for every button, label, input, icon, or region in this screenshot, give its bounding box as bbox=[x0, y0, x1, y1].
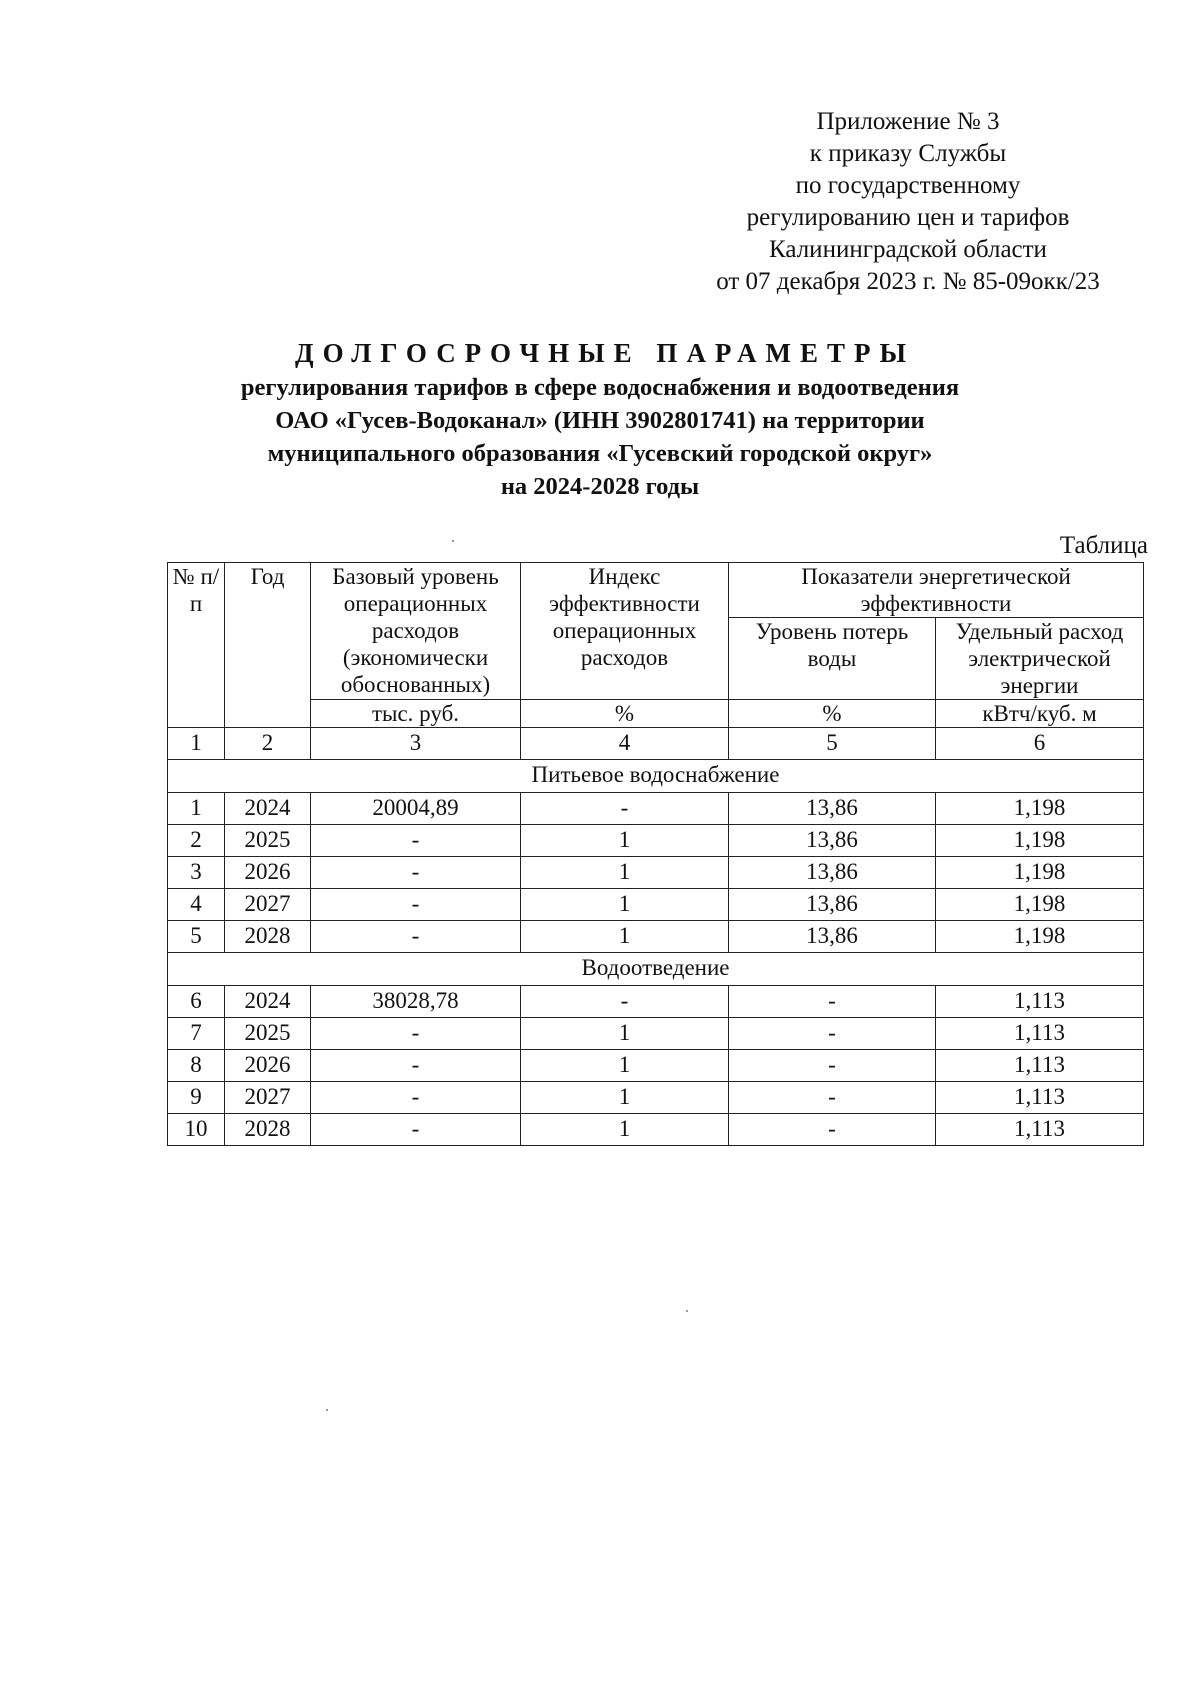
cell-loss: 13,86 bbox=[729, 793, 936, 825]
cell-index: - bbox=[521, 986, 729, 1018]
cell-base: - bbox=[311, 1050, 521, 1082]
appendix-line: Приложение № 3 bbox=[816, 108, 1000, 135]
column-number: 5 bbox=[729, 728, 936, 760]
cell-loss: - bbox=[729, 1050, 936, 1082]
cell-year: 2025 bbox=[225, 1018, 311, 1050]
cell-num: 4 bbox=[168, 889, 225, 921]
scan-speck bbox=[452, 540, 454, 542]
cell-index: 1 bbox=[521, 1018, 729, 1050]
cell-loss: - bbox=[729, 1082, 936, 1114]
header-specific-consumption: Удельный расход электрической энергии bbox=[936, 618, 1144, 700]
cell-base: - bbox=[311, 825, 521, 857]
cell-specific: 1,113 bbox=[936, 1050, 1144, 1082]
cell-base: 20004,89 bbox=[311, 793, 521, 825]
cell-base: 38028,78 bbox=[311, 986, 521, 1018]
table-row bbox=[168, 889, 1144, 921]
document-title bbox=[0, 335, 1200, 503]
cell-specific: 1,113 bbox=[936, 1114, 1144, 1146]
header-efficiency-index: Индекс эффективности операционных расходов bbox=[521, 563, 729, 700]
cell-index: - bbox=[521, 793, 729, 825]
scan-speck bbox=[686, 1310, 688, 1312]
scan-speck bbox=[326, 1409, 328, 1411]
cell-year: 2028 bbox=[225, 921, 311, 953]
table-row bbox=[168, 857, 1144, 889]
table-row bbox=[168, 793, 1144, 825]
appendix-reference bbox=[668, 106, 1148, 298]
cell-num: 9 bbox=[168, 1082, 225, 1114]
appendix-line: к приказу Службы bbox=[809, 140, 1007, 167]
cell-year: 2026 bbox=[225, 1050, 311, 1082]
header-water-loss: Уровень потерь воды bbox=[729, 618, 936, 700]
header-year: Год bbox=[225, 563, 311, 728]
cell-index: 1 bbox=[521, 1050, 729, 1082]
cell-num: 8 bbox=[168, 1050, 225, 1082]
cell-base: - bbox=[311, 1018, 521, 1050]
cell-year: 2025 bbox=[225, 825, 311, 857]
appendix-line: Калининградской области bbox=[769, 236, 1047, 263]
cell-num: 5 bbox=[168, 921, 225, 953]
cell-loss: 13,86 bbox=[729, 921, 936, 953]
cell-loss: 13,86 bbox=[729, 857, 936, 889]
cell-year: 2028 bbox=[225, 1114, 311, 1146]
cell-num: 2 bbox=[168, 825, 225, 857]
appendix-line: по государственному bbox=[795, 172, 1021, 199]
table-row bbox=[168, 1050, 1144, 1082]
cell-index: 1 bbox=[521, 1114, 729, 1146]
cell-year: 2024 bbox=[225, 986, 311, 1018]
unit-base: тыс. руб. bbox=[311, 700, 521, 728]
header-base-level: Базовый уровень операционных расходов (экономически обоснованных) bbox=[311, 563, 521, 700]
title-main: ДОЛГОСРОЧНЫЕ ПАРАМЕТРЫ bbox=[295, 338, 915, 368]
cell-specific: 1,198 bbox=[936, 793, 1144, 825]
table-row bbox=[168, 921, 1144, 953]
cell-year: 2027 bbox=[225, 1082, 311, 1114]
title-line: ОАО «Гусев-Водоканал» (ИНН 3902801741) на территории bbox=[275, 407, 925, 434]
cell-loss: 13,86 bbox=[729, 889, 936, 921]
cell-loss: - bbox=[729, 986, 936, 1018]
cell-loss: - bbox=[729, 1018, 936, 1050]
cell-index: 1 bbox=[521, 857, 729, 889]
cell-specific: 1,198 bbox=[936, 857, 1144, 889]
table-caption: Таблица bbox=[1059, 532, 1148, 559]
cell-num: 10 bbox=[168, 1114, 225, 1146]
column-number: 3 bbox=[311, 728, 521, 760]
cell-index: 1 bbox=[521, 921, 729, 953]
cell-base: - bbox=[311, 1114, 521, 1146]
cell-num: 7 bbox=[168, 1018, 225, 1050]
table-row bbox=[168, 1082, 1144, 1114]
column-number: 2 bbox=[225, 728, 311, 760]
cell-year: 2026 bbox=[225, 857, 311, 889]
cell-specific: 1,198 bbox=[936, 889, 1144, 921]
appendix-line: от 07 декабря 2023 г. № 85-09окк/23 bbox=[716, 268, 1100, 295]
cell-base: - bbox=[311, 921, 521, 953]
unit-index: % bbox=[521, 700, 729, 728]
cell-num: 1 bbox=[168, 793, 225, 825]
cell-base: - bbox=[311, 1082, 521, 1114]
cell-base: - bbox=[311, 857, 521, 889]
table-row bbox=[168, 825, 1144, 857]
column-numbers-row bbox=[168, 728, 1144, 760]
cell-index: 1 bbox=[521, 1082, 729, 1114]
appendix-line: регулированию цен и тарифов bbox=[746, 204, 1070, 231]
column-number: 1 bbox=[168, 728, 225, 760]
cell-year: 2024 bbox=[225, 793, 311, 825]
cell-specific: 1,113 bbox=[936, 1018, 1144, 1050]
table-row bbox=[168, 1114, 1144, 1146]
cell-specific: 1,113 bbox=[936, 986, 1144, 1018]
unit-specific: кВтч/куб. м bbox=[936, 700, 1144, 728]
cell-year: 2027 bbox=[225, 889, 311, 921]
table-row bbox=[168, 1018, 1144, 1050]
title-line: на 2024-2028 годы bbox=[500, 473, 700, 500]
title-line: регулирования тарифов в сфере водоснабжения и водоотведения bbox=[240, 374, 960, 401]
section-title-water-supply: Питьевое водоснабжение bbox=[168, 760, 1144, 793]
cell-specific: 1,113 bbox=[936, 1082, 1144, 1114]
cell-index: 1 bbox=[521, 825, 729, 857]
cell-loss: - bbox=[729, 1114, 936, 1146]
header-energy-group: Показатели энергетической эффективности bbox=[729, 563, 1144, 618]
section-row bbox=[168, 760, 1144, 793]
title-line: муниципального образования «Гусевский городской округ» bbox=[267, 440, 933, 467]
cell-num: 3 bbox=[168, 857, 225, 889]
header-num: № п/п bbox=[168, 563, 225, 728]
unit-loss: % bbox=[729, 700, 936, 728]
cell-base: - bbox=[311, 889, 521, 921]
cell-specific: 1,198 bbox=[936, 825, 1144, 857]
table-row bbox=[168, 986, 1144, 1018]
section-title-wastewater: Водоотведение bbox=[168, 953, 1144, 986]
cell-specific: 1,198 bbox=[936, 921, 1144, 953]
column-number: 4 bbox=[521, 728, 729, 760]
column-number: 6 bbox=[936, 728, 1144, 760]
cell-loss: 13,86 bbox=[729, 825, 936, 857]
cell-index: 1 bbox=[521, 889, 729, 921]
cell-num: 6 bbox=[168, 986, 225, 1018]
section-row bbox=[168, 953, 1144, 986]
parameters-table bbox=[167, 562, 1144, 1146]
